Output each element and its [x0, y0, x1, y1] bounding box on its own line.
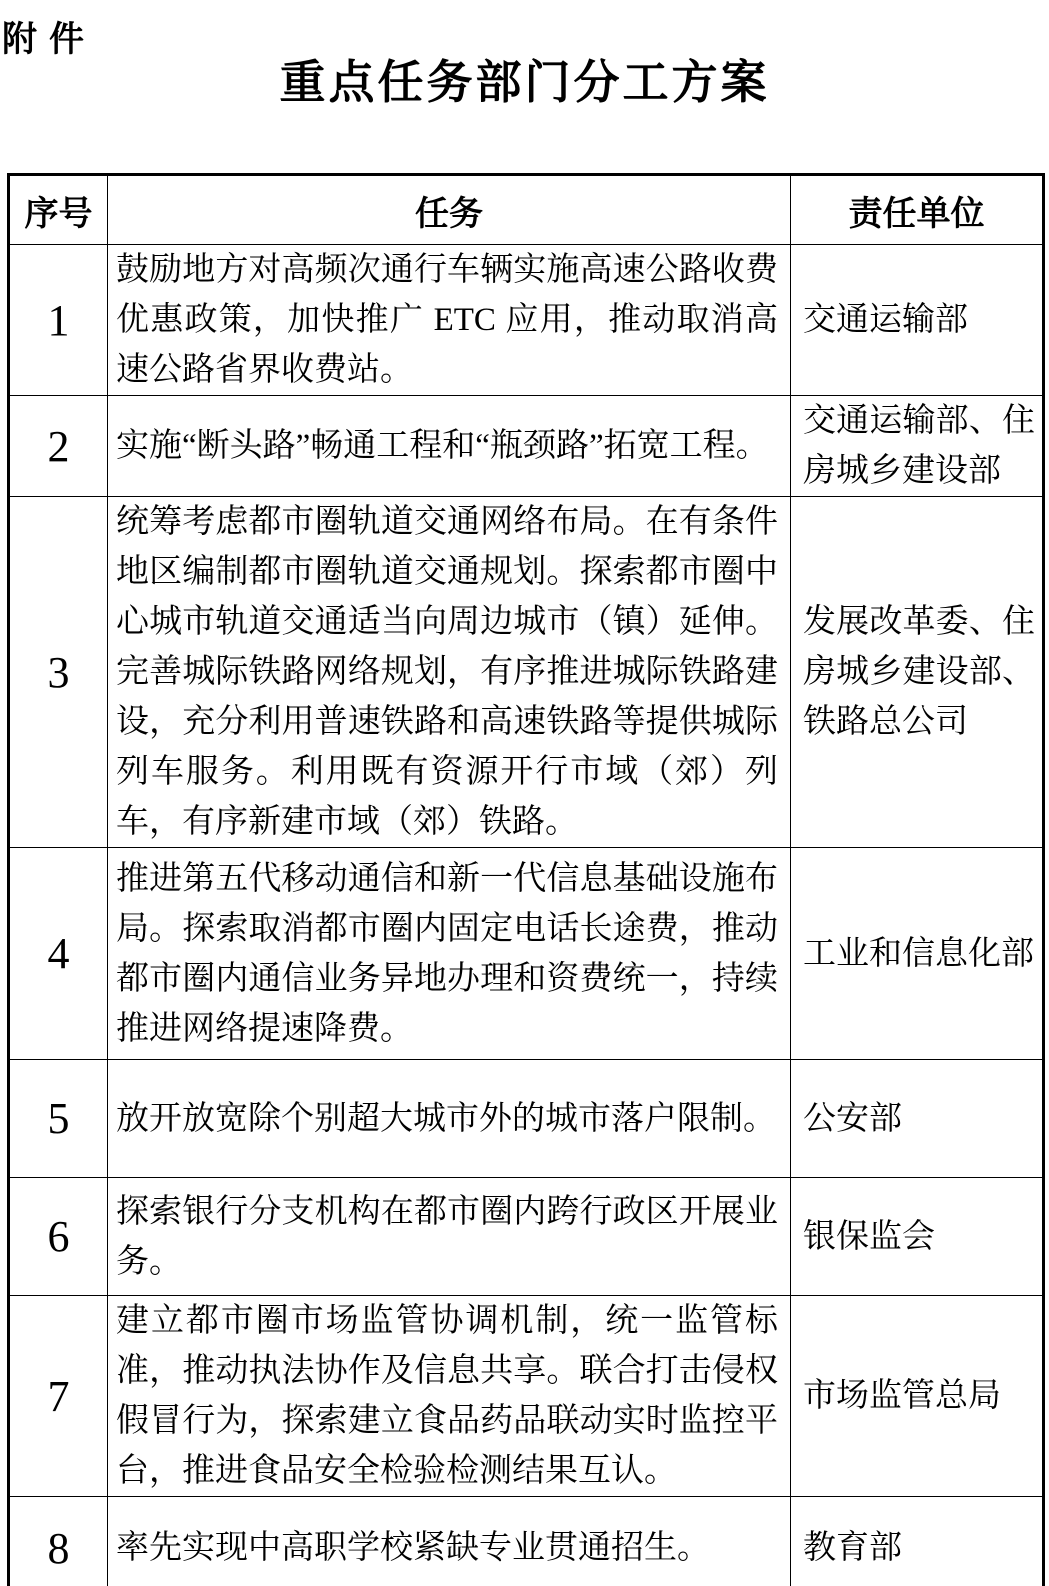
row-number: 8 [9, 1497, 108, 1586]
column-header-task: 任务 [108, 175, 791, 245]
table-row [9, 497, 1044, 848]
unit-cell: 工业和信息化部 [791, 848, 1044, 1060]
attachment-label: 附件 [2, 20, 97, 59]
task-cell: 建立都市圈市场监管协调机制，统一监管标准，推动执法协作及信息共享。联合打击侵权假冒行为，探索建立食品药品联动实时监控平台，推进食品安全检验检测结果互认。 [108, 1296, 791, 1497]
task-cell: 放开放宽除个别超大城市外的城市落户限制。 [108, 1060, 791, 1178]
task-cell: 实施“断头路”畅通工程和“瓶颈路”拓宽工程。 [108, 396, 791, 497]
row-number: 2 [9, 396, 108, 497]
task-cell: 探索银行分支机构在都市圈内跨行政区开展业务。 [108, 1178, 791, 1296]
table-row [9, 1060, 1044, 1178]
row-number: 1 [9, 245, 108, 396]
task-assignment-table [7, 173, 1045, 1586]
table-row [9, 1296, 1044, 1497]
table-row [9, 396, 1044, 497]
row-number: 4 [9, 848, 108, 1060]
task-cell: 统筹考虑都市圈轨道交通网络布局。在有条件地区编制都市圈轨道交通规划。探索都市圈中心城市轨道交通适当向周边城市（镇）延伸。完善城际铁路网络规划，有序推进城际铁路建设，充分利用普速铁路和高速铁路等提供城际列车服务。利用既有资源开行市域（郊）列车，有序新建市域（郊）铁路。 [108, 497, 791, 848]
unit-cell: 公安部 [791, 1060, 1044, 1178]
unit-cell: 发展改革委、住房城乡建设部、铁路总公司 [791, 497, 1044, 848]
unit-cell: 教育部 [791, 1497, 1044, 1586]
table-header-row [9, 175, 1044, 245]
row-number: 7 [9, 1296, 108, 1497]
unit-cell: 交通运输部、住房城乡建设部 [791, 396, 1044, 497]
task-cell: 推进第五代移动通信和新一代信息基础设施布局。探索取消都市圈内固定电话长途费，推动都市圈内通信业务异地办理和资费统一，持续推进网络提速降费。 [108, 848, 791, 1060]
table-row [9, 245, 1044, 396]
column-header-unit: 责任单位 [791, 175, 1044, 245]
task-cell: 鼓励地方对高频次通行车辆实施高速公路收费优惠政策，加快推广 ETC 应用，推动取消高速公路省界收费站。 [108, 245, 791, 396]
task-cell: 率先实现中高职学校紧缺专业贯通招生。 [108, 1497, 791, 1586]
unit-cell: 交通运输部 [791, 245, 1044, 396]
table-row [9, 1178, 1044, 1296]
table-row [9, 1497, 1044, 1586]
unit-cell: 市场监管总局 [791, 1296, 1044, 1497]
row-number: 3 [9, 497, 108, 848]
table-row [9, 848, 1044, 1060]
row-number: 5 [9, 1060, 108, 1178]
column-header-number: 序号 [9, 175, 108, 245]
row-number: 6 [9, 1178, 108, 1296]
page-title: 重点任务部门分工方案 [279, 57, 770, 108]
unit-cell: 银保监会 [791, 1178, 1044, 1296]
